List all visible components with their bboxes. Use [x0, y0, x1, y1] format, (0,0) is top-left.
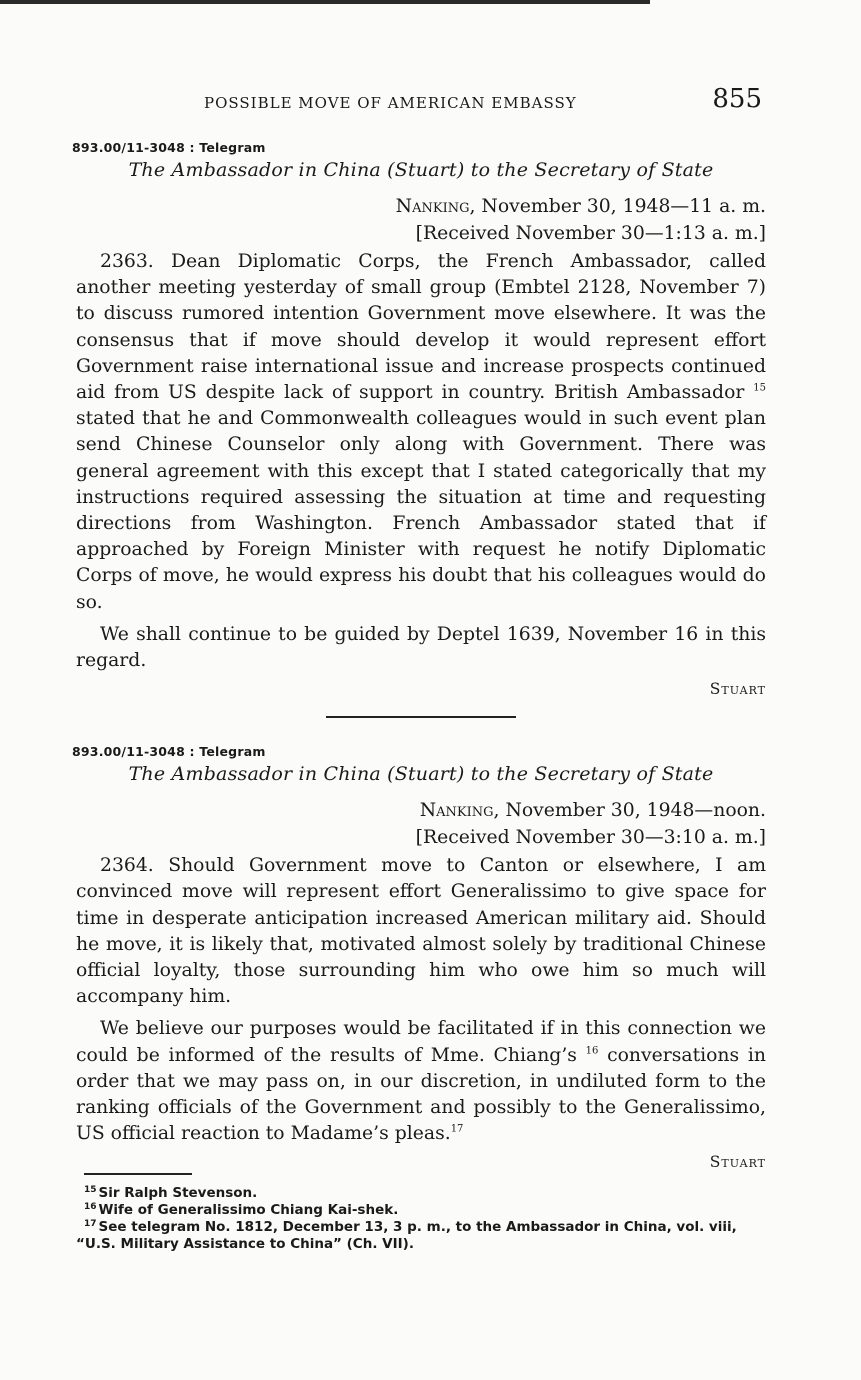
- dateline: [76, 195, 766, 219]
- paragraph-text: conversations in order that we may pass on, in our discretion, in undiluted form to the ranking officials of the Government and possibly to the Generalissimo, US official reaction to Madame’s pleas.: [76, 1044, 766, 1145]
- dateline-place: Nanking: [419, 800, 494, 822]
- document-id: 893.00/11-3048 : Telegram: [72, 140, 266, 155]
- footnote: [76, 1219, 766, 1253]
- page-body: [72, 84, 766, 1172]
- footnote-rule: [84, 1173, 192, 1175]
- dateline-date: , November 30, 1948—noon.: [493, 800, 766, 822]
- document-id: 893.00/11-3048 : Telegram: [72, 744, 266, 760]
- footnotes: [76, 1173, 766, 1253]
- footnote-ref[interactable]: 16: [585, 1045, 599, 1057]
- footnote-number: 15: [84, 1184, 97, 1195]
- top-edge-rule: [0, 0, 650, 4]
- paragraph-text: We believe our purposes would be facilitated if in this connection we could be informed of the results of Mme. Chiang’s: [76, 1018, 766, 1066]
- page-number: 855: [712, 84, 762, 114]
- footnote-text: Wife of Generalissimo Chiang Kai-shek.: [98, 1202, 399, 1218]
- telegram-paragraph: We shall continue to be guided by Deptel 1639, November 16 in this regard.: [76, 623, 766, 672]
- dateline-date: , November 30, 1948—11 a. m.: [469, 196, 766, 217]
- footnote-text: See telegram No. 1812, December 13, 3 p. m., to the Ambassador in China, vol. viii, “U.S. Military Assistance to China” (Ch. VII).: [76, 1219, 737, 1252]
- footnote-number: 16: [84, 1201, 97, 1212]
- footnote-ref[interactable]: 15: [753, 382, 766, 394]
- telegram-paragraph: [76, 1016, 766, 1147]
- telegram-paragraph: 2364. Should Government move to Canton or elsewhere, I am convinced move will represent effort Generalissimo to give space for time in desperate anticipation increased American military aid. Should he move, it is likely that, motivated almost solely by traditional Chinese official loyalty, those surrounding him who owe him so much will accompany him.: [76, 855, 766, 1008]
- document-heading: The Ambassador in China (Stuart) to the Secretary of State: [128, 763, 714, 786]
- paragraph-text: stated that he and Commonwealth colleagues would in such event plan send Chinese Counselor only along with Government. There was general agreement with this except that I stated categorically that my instructions required assessing the situation at time and requesting directions from Washington. French Ambassador stated that if approached by Foreign Minister with request he notify Diplomatic Corps of move, he would express his doubt that his colleagues would do so.: [76, 408, 766, 613]
- running-title: POSSIBLE MOVE OF AMERICAN EMBASSY: [204, 94, 577, 112]
- footnote-text: Sir Ralph Stevenson.: [98, 1185, 258, 1201]
- signature: Stuart: [709, 680, 766, 699]
- telegram-paragraph: [76, 249, 766, 616]
- dateline: [76, 799, 766, 823]
- signature: Stuart: [709, 1153, 766, 1172]
- section-divider: [326, 716, 516, 718]
- paragraph-text: 2363. Dean Diplomatic Corps, the French Ambassador, called another meeting yesterday of small group (Embtel 2128, November 7) to discuss rumored intention Government move elsewhere. It was the consensus that if move should develop it would represent effort Government raise international issue and increase prospects continued aid from US despite lack of support in country. British Ambassador: [76, 251, 766, 404]
- footnote-number: 17: [84, 1218, 97, 1229]
- running-head: [76, 84, 766, 118]
- footnote-ref[interactable]: 17: [450, 1124, 464, 1136]
- footnote: [76, 1202, 766, 1219]
- footnote: [76, 1185, 766, 1202]
- dateline-place: Nanking: [395, 196, 470, 217]
- document-heading: The Ambassador in China (Stuart) to the Secretary of State: [128, 159, 714, 181]
- received-line: [Received November 30—3:10 a. m.]: [415, 827, 766, 849]
- received-line: [Received November 30—1:13 a. m.]: [415, 223, 766, 244]
